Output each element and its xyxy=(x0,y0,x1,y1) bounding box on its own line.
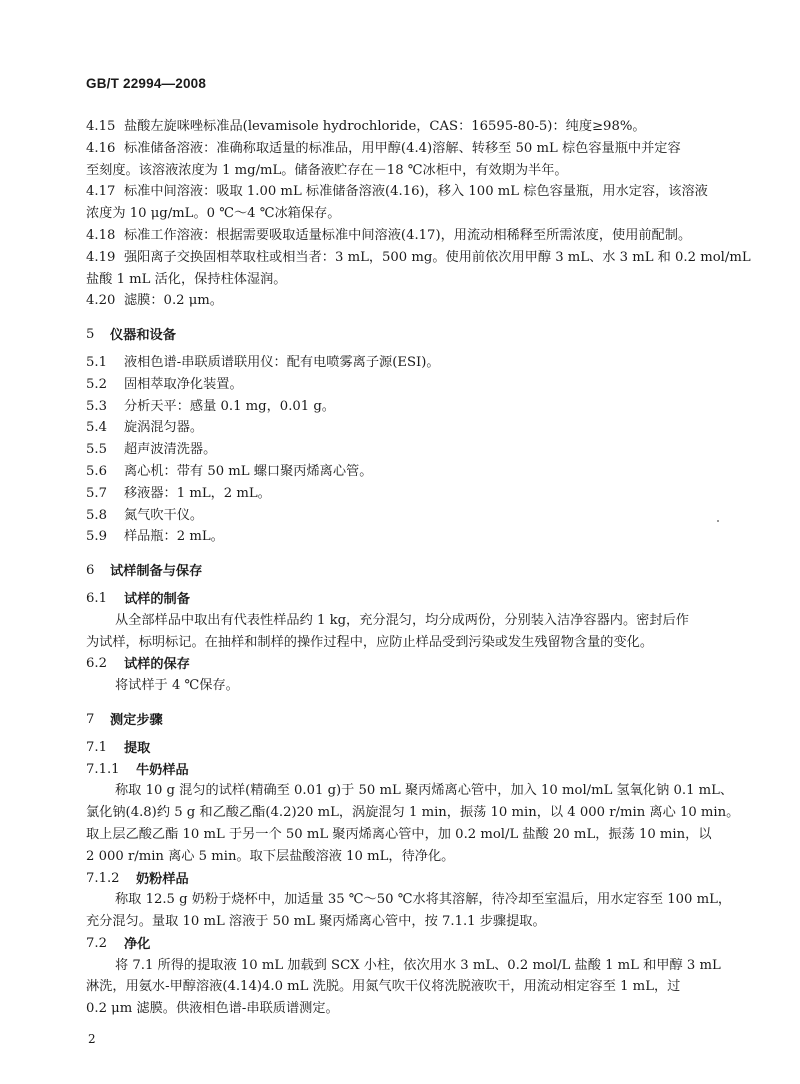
clause-number: 5.2 xyxy=(86,376,107,392)
clause-text-continued: 盐酸 1 mL 活化，保持柱体湿润。 xyxy=(86,271,287,287)
subsection-title: 试样的保存 xyxy=(124,656,190,672)
standard-number-header: GB/T 22994—2008 xyxy=(86,76,207,91)
clause-number: 4.18 xyxy=(86,227,116,243)
clause-text: 样品瓶：2 mL。 xyxy=(124,529,224,545)
clause-text-continued: 至刻度。该溶液浓度为 1 mg/mL。储备液贮存在－18 ℃冰柜中，有效期为半年。 xyxy=(86,162,568,178)
paragraph-line: 0.2 μm 滤膜。供液相色谱-串联质谱测定。 xyxy=(86,1001,339,1017)
clause-text: 分析天平：感量 0.1 mg，0.01 g。 xyxy=(124,398,335,414)
clause-text: 滤膜：0.2 μm。 xyxy=(124,293,223,309)
equipment-item xyxy=(86,374,726,396)
subsection-title: 提取 xyxy=(124,739,151,755)
clause-text: 超声波清洗器。 xyxy=(124,442,217,458)
clause-text: 标准储备溶液：准确称取适量的标准品，用甲醇(4.4)溶解、转移至 50 mL 棕色容量瓶中并定容 xyxy=(124,140,681,156)
equipment-item xyxy=(86,461,726,483)
paragraph-line: 从全部样品中取出有代表性样品约 1 kg，充分混匀，均分成两份，分别装入洁净容器内。密封后作 xyxy=(115,612,689,628)
clause-number: 4.16 xyxy=(86,140,116,156)
paragraph-line: 称取 10 g 混匀的试样(精确至 0.01 g)于 50 mL 聚丙烯离心管中，加入 10 mol/mL 氢氧化钠 0.1 mL、 xyxy=(115,783,734,799)
subsection-title: 净化 xyxy=(124,935,151,951)
section-title: 试样制备与保存 xyxy=(110,563,203,579)
reagent-item-4-15 xyxy=(86,116,726,138)
subsection-heading-7-1 xyxy=(86,737,726,759)
section-heading-7 xyxy=(86,709,726,731)
clause-number: 7.1.2 xyxy=(86,870,120,886)
paragraph-line: 2 000 r/min 离心 5 min。取下层盐酸溶液 10 mL，待净化。 xyxy=(86,848,455,864)
clause-number: 5.4 xyxy=(86,420,107,436)
scan-speck xyxy=(717,520,719,522)
clause-number: 5.5 xyxy=(86,442,107,458)
page-number: 2 xyxy=(88,1032,96,1046)
clause-number: 7.2 xyxy=(86,935,107,951)
subsection-title: 牛奶样品 xyxy=(136,761,189,777)
clause-number: 4.15 xyxy=(86,119,116,134)
page-content xyxy=(86,116,751,1020)
section-heading-5 xyxy=(86,324,726,346)
paragraph-line: 称取 12.5 g 奶粉于烧杯中，加适量 35 ℃～50 ℃水将其溶解，待冷却至室温后，用水定容至 100 mL， xyxy=(115,892,732,908)
section-heading-6 xyxy=(86,560,726,582)
section-number: 6 xyxy=(86,563,95,579)
clause-number: 5.7 xyxy=(86,485,107,501)
reagent-item-4-16 xyxy=(86,138,726,160)
equipment-item xyxy=(86,483,726,505)
subsection-title: 试样的制备 xyxy=(124,590,190,606)
clause-number: 6.1 xyxy=(86,590,107,606)
equipment-item xyxy=(86,505,726,527)
reagent-item-4-17 xyxy=(86,181,726,203)
clause-text: 标准中间溶液：吸取 1.00 mL 标准储备溶液(4.16)，移入 100 mL 棕色容量瓶，用水定容，该溶液 xyxy=(124,184,708,200)
clause-text: 标准工作溶液：根据需要吸取适量标准中间溶液(4.17)，用流动相稀释至所需浓度，使用前配制。 xyxy=(124,227,692,243)
paragraph-line: 充分混匀。量取 10 mL 溶液于 50 mL 聚丙烯离心管中，按 7.1.1 步骤提取。 xyxy=(86,914,546,930)
subsection-heading-7-1-2 xyxy=(86,868,726,890)
subsection-heading-6-1 xyxy=(86,588,726,610)
clause-text: 液相色谱-串联质谱联用仪：配有电喷雾离子源(ESI)。 xyxy=(124,354,440,370)
paragraph-line: 将试样于 4 ℃保存。 xyxy=(115,678,239,694)
paragraph-line: 氯化钠(4.8)约 5 g 和乙酸乙酯(4.2)20 mL，涡旋混匀 1 min，振荡 10 min，以 4 000 r/min 离心 10 min。 xyxy=(86,805,740,821)
subsection-heading-7-1-1 xyxy=(86,759,726,781)
clause-text: 旋涡混匀器。 xyxy=(124,420,204,436)
paragraph-line: 将 7.1 所得的提取液 10 mL 加载到 SCX 小柱，依次用水 3 mL、0.2 mol/L 盐酸 1 mL 和甲醇 3 mL xyxy=(115,957,721,973)
clause-number: 4.19 xyxy=(86,249,116,265)
section-number: 7 xyxy=(86,711,95,727)
section-title: 测定步骤 xyxy=(110,711,163,727)
clause-text: 盐酸左旋咪唑标准品(levamisole hydrochloride，CAS：16595-80-5)：纯度≥98%。 xyxy=(124,119,646,134)
reagent-item-4-18 xyxy=(86,225,726,247)
clause-text: 氮气吹干仪。 xyxy=(124,507,204,523)
clause-text: 强阳离子交换固相萃取柱或相当者：3 mL，500 mg。使用前依次用甲醇 3 mL、水 3 mL 和 0.2 mol/mL xyxy=(124,249,751,265)
subsection-title: 奶粉样品 xyxy=(136,870,189,886)
clause-text-continued: 浓度为 10 μg/mL。0 ℃～4 ℃冰箱保存。 xyxy=(86,206,341,222)
equipment-item xyxy=(86,396,726,418)
clause-number: 6.2 xyxy=(86,656,107,672)
reagent-item-4-20 xyxy=(86,290,726,312)
section-title: 仪器和设备 xyxy=(110,327,176,343)
subsection-heading-6-2 xyxy=(86,653,726,675)
clause-number: 5.6 xyxy=(86,463,107,479)
clause-number: 5.9 xyxy=(86,529,107,545)
equipment-item xyxy=(86,526,726,548)
clause-number: 7.1.1 xyxy=(86,761,120,777)
equipment-item xyxy=(86,417,726,439)
section-number: 5 xyxy=(86,327,95,343)
reagent-item-4-19 xyxy=(86,247,751,269)
equipment-item xyxy=(86,352,726,374)
clause-number: 7.1 xyxy=(86,739,107,755)
paragraph-line: 为试样，标明标记。在抽样和制样的操作过程中，应防止样品受到污染或发生残留物含量的变化。 xyxy=(86,634,654,650)
clause-text: 移液器：1 mL，2 mL。 xyxy=(124,485,271,501)
clause-number: 5.1 xyxy=(86,354,107,370)
paragraph-line: 淋洗，用氨水-甲醇溶液(4.14)4.0 mL 洗脱。用氮气吹干仪将洗脱液吹干，用流动相定容至 1 mL，过 xyxy=(86,979,681,995)
clause-number: 4.20 xyxy=(86,293,116,309)
equipment-item xyxy=(86,439,726,461)
clause-number: 5.8 xyxy=(86,507,107,523)
paragraph-line: 取上层乙酸乙酯 10 mL 于另一个 50 mL 聚丙烯离心管中，加 0.2 mol/L 盐酸 20 mL，振荡 10 min，以 xyxy=(86,826,712,842)
clause-text: 离心机：带有 50 mL 螺口聚丙烯离心管。 xyxy=(124,463,373,479)
clause-number: 4.17 xyxy=(86,184,116,200)
subsection-heading-7-2 xyxy=(86,933,726,955)
clause-text: 固相萃取净化装置。 xyxy=(124,376,243,392)
clause-number: 5.3 xyxy=(86,398,107,414)
